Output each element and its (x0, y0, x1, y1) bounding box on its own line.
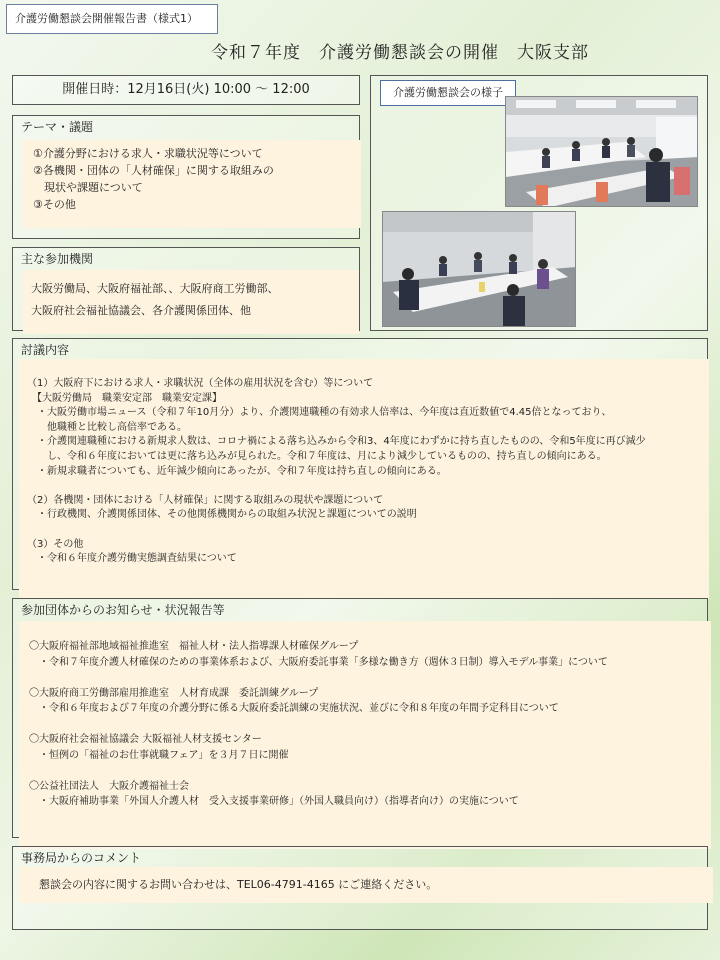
comment-content (19, 867, 713, 903)
theme-line: ①介護分野における求人・求職状況等について (33, 147, 263, 160)
discussion-title: 討議内容 (21, 343, 70, 357)
discussion-line: ・新規求職者についても、近年減少傾向にあったが、令和７年度は持ち直しの傾向にある。 (27, 465, 447, 477)
participants-line: 大阪労働局、大阪府福祉部、、大阪府商工労働部、 (31, 282, 279, 295)
meeting-photo-2 (382, 211, 576, 327)
discussion-panel (12, 338, 708, 590)
discussion-line (27, 479, 709, 494)
notices-title: 参加団体からのお知らせ・状況報告等 (21, 603, 225, 617)
comment-title: 事務局からのコメント (21, 851, 142, 865)
meeting-photo-1-image (506, 97, 698, 207)
discussion-line: ・令和６年度介護労働実態調査結果について (27, 553, 237, 565)
notice-line: ・令和６年度および７年度の介護分野に係る大阪府委託訓練の実施状況、並びに令和８年度の年間予定科目について (29, 703, 559, 714)
discussion-line: 他職種と比較し高倍率である。 (27, 421, 187, 433)
notice-line: 〇大阪府福祉部地域福祉推進室 福祉人材・法人指導課人材確保グループ (29, 641, 359, 652)
theme-line: ③その他 (33, 198, 76, 211)
notice-line (29, 763, 711, 779)
discussion-line: （2）各機関・団体における「人材確保」に関する取組みの現状や課題について (27, 494, 384, 506)
participants-content (23, 270, 359, 334)
form-label: 介護労働懇談会開催報告書（様式1） (6, 4, 218, 34)
discussion-line (27, 523, 709, 538)
comment-panel (12, 846, 708, 930)
theme-content (23, 140, 361, 228)
discussion-content (19, 359, 709, 599)
notices-content (19, 621, 711, 849)
discussion-line: ・行政機関、介護関係団体、その他関係機関からの取組み状況と課題についての説明 (27, 509, 417, 521)
notice-line: ・大阪府補助事業「外国人介護人材 受入支援事業研修」（外国人職員向け）（指導者向け）の実施について (29, 796, 519, 807)
notice-line: ・恒例の「福祉のお仕事就職フェア」を３月７日に開催 (29, 749, 289, 761)
notice-line: 〇大阪府社会福祉協議会 大阪福祉人材支援センター (29, 734, 262, 745)
meeting-date-time: 開催日時：12月16日(火) 10:00 ～ 12:00 (12, 75, 360, 105)
participants-title: 主な参加機関 (21, 252, 94, 266)
meeting-photo-1 (505, 96, 698, 207)
notice-line: ・令和７年度介護人材確保のための事業体系および、大阪府委託事業「多様な働き方（週休３日制）導入モデル事業」について (29, 656, 608, 668)
photo-label: 介護労働懇談会の様子 (380, 80, 516, 106)
theme-panel (12, 115, 360, 239)
discussion-line: （3）その他 (27, 538, 84, 550)
theme-line: ②各機関・団体の「人材確保」に関する取組みの (33, 164, 274, 177)
comment-text: 懇談会の内容に関するお問い合わせは、TEL06-4791-4165 にご連絡ください。 (39, 878, 438, 891)
discussion-line: ・介護関連職種における新規求人数は、コロナ禍による落ち込みから令和3、4年度にわずかに持ち直したものの、令和5年度に再び減少 (27, 436, 646, 448)
meeting-photo-2-image (383, 212, 576, 327)
notice-line: 〇公益社団法人 大阪介護福祉士会 (29, 780, 189, 792)
discussion-line: （1）大阪府下における求人・求職状況（全体の雇用状況を含む）等について (27, 378, 374, 389)
discussion-line: ・大阪労働市場ニュース（令和７年10月分）より、介護関連職種の有効求人倍率は、今年度は直近数値で4.45倍となっており、 (27, 407, 612, 419)
notice-line (29, 717, 711, 733)
theme-line: 現状や課題について (33, 181, 143, 194)
notice-line: 〇大阪府商工労働部雇用推進室 人材育成課 委託訓練グループ (29, 687, 319, 699)
discussion-line: 【大阪労働局 職業安定部 職業安定課】 (27, 392, 222, 404)
page-title: 令和７年度 介護労働懇談会の開催 大阪支部 (211, 43, 589, 63)
theme-title: テーマ・議題 (21, 120, 94, 134)
discussion-line: し、令和６年度においては更に落ち込みが見られた。令和７年度は、月により減少しているものの、持ち直しの傾向にある。 (27, 450, 607, 462)
participants-panel (12, 247, 360, 331)
participants-line: 大阪府社会福祉協議会、各介護関係団体、他 (31, 304, 251, 317)
notices-panel (12, 598, 708, 838)
notice-line (29, 670, 711, 686)
